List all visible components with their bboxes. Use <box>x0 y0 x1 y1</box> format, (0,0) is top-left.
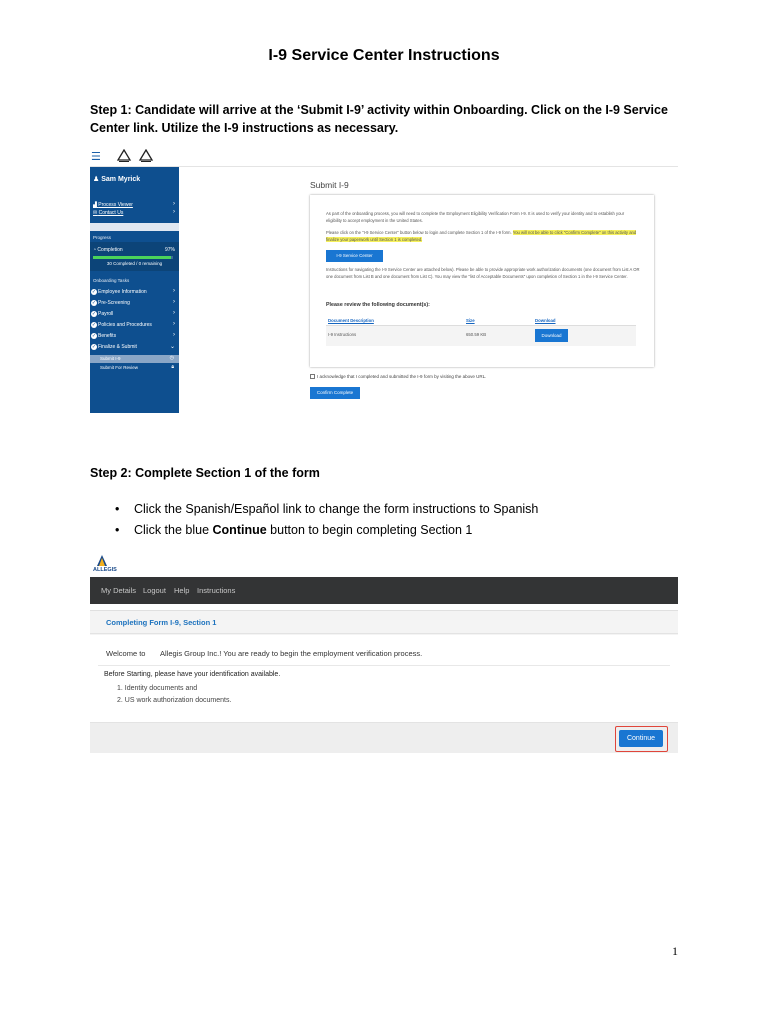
step2-instruction: Step 2: Complete Section 1 of the form <box>90 466 320 480</box>
task-finalize-submit[interactable]: ✓ Finalize & Submit ⌄ <box>91 344 175 350</box>
completion-value: 97% <box>164 247 175 253</box>
completion-progress-bar <box>93 256 173 259</box>
column-header-size[interactable]: Size <box>466 318 475 323</box>
i9-service-center-button[interactable]: I-9 Service Center <box>326 250 383 262</box>
step1-instruction: Step 1: Candidate will arrive at the ‘Submit I-9’ activity within Onboarding. Click on the I-9 Service Center link. Utilize the I-9 instructions as necessary. <box>90 103 668 135</box>
chevron-right-icon: › <box>173 288 175 294</box>
chevron-right-icon: › <box>173 321 175 327</box>
welcome-label: Welcome to <box>106 649 146 658</box>
mail-icon: ✉ <box>93 210 98 216</box>
check-icon: ✓ <box>91 344 97 350</box>
check-icon: ✓ <box>91 311 97 317</box>
check-icon: ✓ <box>91 322 97 328</box>
section1-panel <box>90 610 678 753</box>
logo-text: ALLEGIS <box>93 567 117 573</box>
nav-help[interactable]: Help <box>174 586 190 595</box>
step2-bullet-list <box>115 499 538 541</box>
welcome-message: Allegis Group Inc.! You are ready to begin the employment verification process. <box>160 649 423 658</box>
download-button[interactable]: Download <box>535 329 568 342</box>
check-icon: ✓ <box>91 289 97 295</box>
continue-highlight-box <box>615 726 668 752</box>
list-item: 2. US work authorization documents. <box>117 697 232 704</box>
nav-logout[interactable]: Logout <box>143 586 166 595</box>
chevron-right-icon: › <box>173 201 175 207</box>
chevron-down-icon: ⌄ <box>169 344 175 350</box>
highlighted-warning: You will not be able to click "Confirm Complete" on this activity and finalize your paperwork until Section 1 is completed. <box>326 230 637 242</box>
top-bar <box>90 147 678 167</box>
panel-footer <box>90 723 678 753</box>
task-pre-screening[interactable]: ✓ Pre-Screening › <box>91 299 175 306</box>
page-number: 1 <box>672 944 678 958</box>
tasks-label: Onboarding Tasks <box>93 278 130 283</box>
sidebar-divider <box>90 223 179 231</box>
divider <box>98 665 670 666</box>
progress-label: Progress <box>93 235 112 240</box>
i9-service-center-screenshot <box>90 550 678 753</box>
check-icon: ✓ <box>91 300 97 306</box>
before-starting-text: Before Starting, please have your identification available. <box>104 671 281 678</box>
clock-icon: ◷ <box>169 355 174 361</box>
bullet-item: • Click the blue Continue button to begin completing Section 1 <box>115 520 538 541</box>
list-item: 1. Identity documents and <box>117 685 198 692</box>
acknowledge-checkbox[interactable]: I acknowledge that I completed and submitted the I-9 form by visiting the above URL. <box>310 374 486 379</box>
document-size: 650.59 KB <box>466 332 487 337</box>
hamburger-icon[interactable]: ☰ <box>91 151 101 163</box>
task-policies-and-procedures[interactable]: ✓ Policies and Procedures › <box>91 321 175 328</box>
process-viewer-link[interactable]: ▟ Process Viewer <box>93 202 133 208</box>
dashboard-icon: ◔ <box>93 247 97 253</box>
chevron-right-icon: › <box>173 299 175 305</box>
panel-heading: Completing Form I-9, Section 1 <box>90 611 678 634</box>
onboarding-screenshot <box>90 147 678 413</box>
document-name: I-9 Instructions <box>328 332 357 337</box>
task-employee-information[interactable]: ✓ Employee Information › <box>91 288 175 295</box>
document-title: I-9 Service Center Instructions <box>268 47 500 64</box>
company-logo-icon <box>116 149 132 163</box>
chevron-right-icon: › <box>173 332 175 338</box>
submit-i9-title: Submit I-9 <box>310 180 349 190</box>
partner-logo-icon <box>138 149 154 163</box>
nav-instructions[interactable]: Instructions <box>197 586 236 595</box>
column-header-download[interactable]: Download <box>535 318 556 323</box>
panel-body <box>90 635 678 723</box>
completion-label: ◔ Completion <box>93 247 123 253</box>
continue-button[interactable]: Continue <box>619 730 663 747</box>
chart-icon: ▟ <box>93 202 97 208</box>
confirm-complete-button[interactable]: Confirm Complete <box>310 387 360 399</box>
sidebar <box>90 167 179 413</box>
task-payroll[interactable]: ✓ Payroll › <box>91 310 175 317</box>
chevron-right-icon: › <box>173 209 175 215</box>
intro-paragraph: As part of the onboarding process, you will need to complete the Employment Eligibility Verification Form I-9. It is used to verify your identity and to establish your eligibility to accept employment in the United States. <box>326 211 625 223</box>
nav-my-details[interactable]: My Details <box>101 586 137 595</box>
task-benefits[interactable]: ✓ Benefits › <box>91 332 175 339</box>
completion-progress-fill <box>93 256 171 259</box>
lock-icon: 🔒︎ <box>171 364 174 370</box>
review-heading: Please review the following document(s): <box>326 302 430 308</box>
user-icon: ♟ <box>93 176 100 183</box>
instruction-paragraph: Please click on the "I-9 Service Center" button below to login and complete Section 1 of the I-9 form. You will not be able to click "Confirm Complete" on this activity and finalize your paperwork until Section 1 is completed. <box>326 230 637 242</box>
completion-panel <box>90 242 179 271</box>
subtask-submit-i9[interactable]: Submit I-9 ◷ <box>90 355 179 363</box>
documents-paragraph: Instructions for navigating the I-9 Service Center are attached below). Please be able to provide appropriate work authorization documents (one document from List A OR one document from List B and one document from List C). You may view the "list of Acceptable Documents" upon completion of Section 1 in the I-9 Service Center. <box>326 267 640 279</box>
user-name: ♟ Sam Myrick <box>93 176 141 183</box>
chevron-right-icon: › <box>173 310 175 316</box>
bullet-item: • Click the Spanish/Español link to change the form instructions to Spanish <box>115 499 538 520</box>
contact-us-link[interactable]: ✉ Contact Us <box>93 210 124 216</box>
top-navigation <box>90 577 678 604</box>
check-icon: ✓ <box>91 333 97 339</box>
checkbox-icon[interactable] <box>310 374 315 379</box>
completion-summary: 30 Completed / 0 remaining <box>106 261 163 266</box>
column-header-description[interactable]: Document Description <box>328 318 374 323</box>
submit-i9-card <box>310 195 654 367</box>
subtask-submit-for-review[interactable]: Submit For Review 🔒︎ <box>90 364 179 372</box>
allegis-logo-icon <box>95 555 109 567</box>
